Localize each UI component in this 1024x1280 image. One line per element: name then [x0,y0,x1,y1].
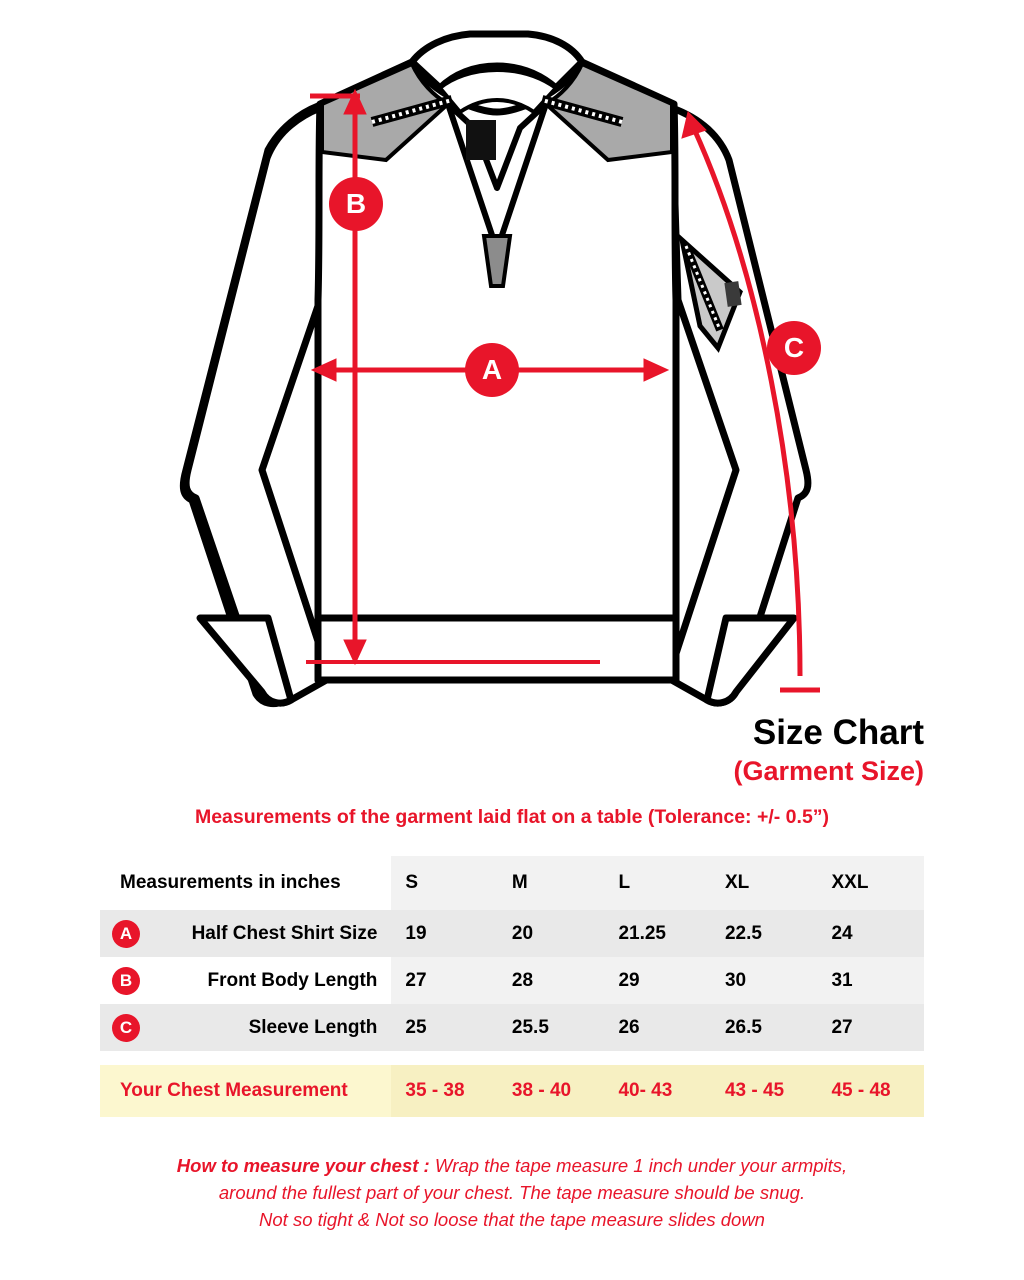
table-spacer-row [100,1051,924,1065]
cell-sleeve-xxl: 27 [817,1004,924,1051]
table-header-label: Measurements in inches [100,856,391,910]
how-to-measure-line1: Wrap the tape measure 1 inch under your armpits, [429,1155,848,1176]
cell-sleeve-xl: 26.5 [711,1004,818,1051]
title-block [0,712,1024,788]
cell-sleeve-m: 25.5 [498,1004,605,1051]
table-header-size-m: M [498,856,605,910]
cell-your-chest-l: 40- 43 [604,1065,711,1117]
table-header-size-xl: XL [711,856,818,910]
badge-c-icon: C [112,1014,140,1042]
cell-half-chest-xl: 22.5 [711,910,818,957]
tolerance-note: Measurements of the garment laid flat on a table (Tolerance: +/- 0.5”) [194,806,830,828]
neck-label [466,120,496,160]
badge-a-icon: A [112,920,140,948]
cell-front-body-xxl: 31 [817,957,924,1004]
table-row [100,1004,924,1051]
table-header-size-xxl: XXL [817,856,924,910]
row-label-text: Half Chest Shirt Size [191,922,378,944]
cell-front-body-xl: 30 [711,957,818,1004]
row-label-text: Sleeve Length [248,1016,378,1038]
table-header-size-s: S [391,856,498,910]
table-row [100,910,924,957]
cell-half-chest-xxl: 24 [817,910,924,957]
row-label-front-body-length [100,957,391,1004]
cell-sleeve-s: 25 [391,1004,498,1051]
row-label-half-chest [100,910,391,957]
cell-front-body-l: 29 [604,957,711,1004]
cell-front-body-s: 27 [391,957,498,1004]
how-to-measure-line2: around the fullest part of your chest. The tape measure should be snug. [218,1182,806,1203]
table-header-row [100,856,924,910]
cell-half-chest-s: 19 [391,910,498,957]
row-label-text: Front Body Length [207,969,378,991]
cell-your-chest-xl: 43 - 45 [711,1065,818,1117]
badge-b-icon: B [112,967,140,995]
cell-your-chest-m: 38 - 40 [498,1065,605,1117]
marker-c-label: C [783,332,805,363]
table-row [100,957,924,1004]
page-title: Size Chart [752,713,924,752]
cell-half-chest-l: 21.25 [604,910,711,957]
cell-sleeve-l: 26 [604,1004,711,1051]
cell-your-chest-s: 35 - 38 [391,1065,498,1117]
table-header-size-l: L [604,856,711,910]
marker-b-label: B [345,188,367,219]
cell-front-body-m: 28 [498,957,605,1004]
how-to-measure-title: How to measure your chest : [176,1155,430,1176]
cell-half-chest-m: 20 [498,910,605,957]
cell-your-chest-xxl: 45 - 48 [817,1065,924,1117]
size-chart-table [100,856,924,1117]
how-to-measure-note [0,1152,1024,1233]
how-to-measure-line3: Not so tight & Not so loose that the tape measure slides down [259,1209,765,1230]
marker-a-label: A [481,354,503,385]
row-label-sleeve-length [100,1004,391,1051]
table-highlight-row [100,1065,924,1117]
row-label-your-chest: Your Chest Measurement [100,1065,391,1117]
page-subtitle: (Garment Size) [733,756,924,786]
